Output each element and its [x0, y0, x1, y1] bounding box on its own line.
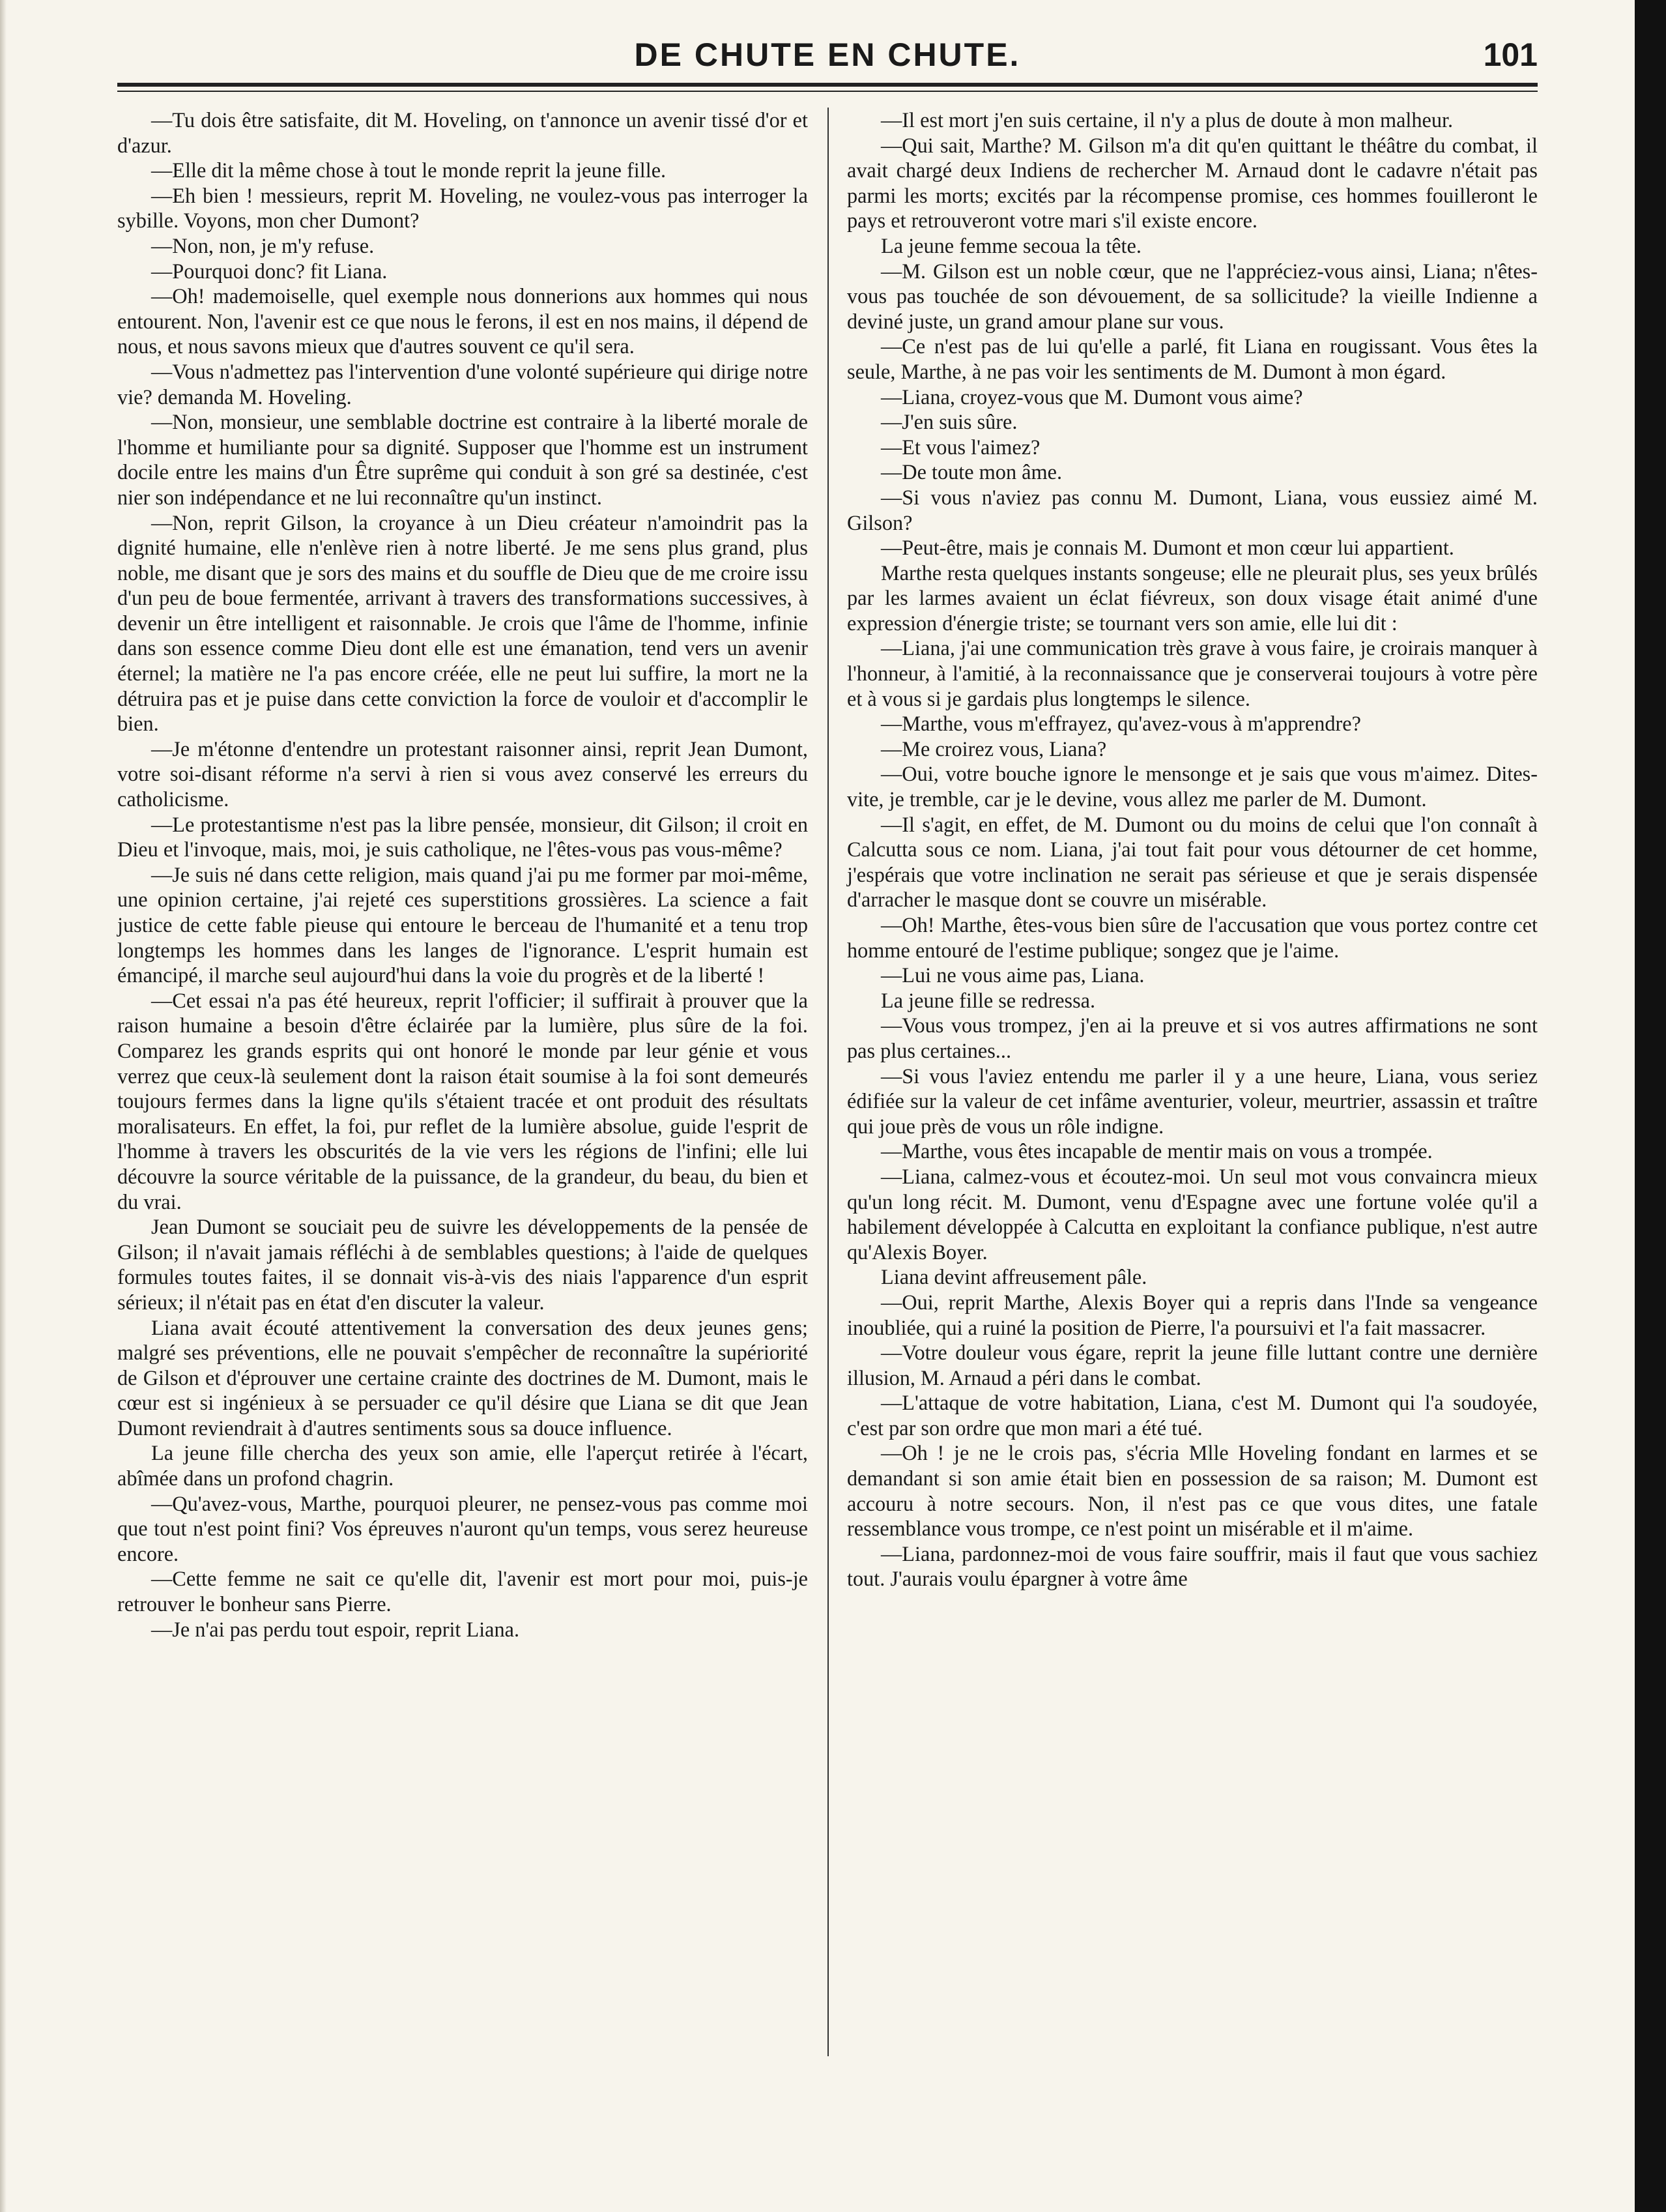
paragraph: —Et vous l'aimez? [881, 435, 1041, 459]
paragraph: Jean Dumont se souciait peu de suivre les développements de la pensée de Gilson; il n'avait jamais réfléchi à de semblables questions; à l'aide de quelques formules toutes faites, il se donnait vis-à-vis des niais l'apparence d'un esprit sérieux; il n'était pas en état d'en discuter la valeur. [117, 1215, 808, 1314]
paragraph: —J'en suis sûre. [881, 410, 1018, 434]
paragraph: —Vous n'admettez pas l'intervention d'une volonté supérieure qui dirige notre vie? demanda M. Hoveling. [117, 359, 808, 409]
right-column [847, 108, 1538, 1592]
paragraph: —Non, reprit Gilson, la croyance à un Dieu créateur n'amoindrit pas la dignité humaine, elle n'enlève rien à notre liberté. Je me sens plus grand, plus noble, me disant que je sors des mains et du souffle de Dieu que de me croire issu d'un peu de boue fermentée, arrivant à travers des transformations successives, à devenir un être intelligent et raisonnable. Je crois que l'âme de l'homme, infinie dans son essence comme Dieu dont elle est une émanation, tend vers un avenir éternel; la matière ne l'a pas encore créée, elle ne peut lui suffire, la mort ne la détruira pas et je puise dans cette conviction la force de vouloir et d'accomplir le bien. [117, 510, 808, 736]
paragraph: —Cette femme ne sait ce qu'elle dit, l'avenir est mort pour moi, puis-je retrouver le bonheur sans Pierre. [117, 1567, 808, 1616]
paragraph: —Le protestantisme n'est pas la libre pensée, monsieur, dit Gilson; il croit en Dieu et l'invoque, mais, moi, je suis catholique, ne l'êtes-vous pas vous-même? [117, 812, 808, 862]
paragraph: —Oui, reprit Marthe, Alexis Boyer qui a repris dans l'Inde sa vengeance inoubliée, qui a ruiné la position de Pierre, l'a poursuivi et l'a fait massacrer. [847, 1290, 1538, 1339]
paragraph: —Cet essai n'a pas été heureux, reprit l'officier; il suffirait à prouver que la raison humaine a besoin d'être éclairée par la lumière, plus sûre de la foi. Comparez les grands esprits qui ont honoré le monde par leur génie et vous verrez que ceux-là seulement dont la raison était soumise à la foi sont demeurés toujours fermes dans la ligne qu'ils s'étaient tracée et ont produit des résultats moralisateurs. En effet, la foi, pur reflet de la lumière absolue, guide l'esprit de l'homme à travers les obscurités de la vie vers les régions de l'infini; elle lui découvre la source véritable de la puissance, de la grandeur, du beau, du bien et du vrai. [117, 988, 808, 1214]
page-spine-shadow [0, 0, 7, 2212]
page [117, 36, 1538, 2187]
paragraph: —Marthe, vous m'effrayez, qu'avez-vous à m'apprendre? [881, 712, 1361, 736]
paragraph: —Liana, croyez-vous que M. Dumont vous aime? [881, 385, 1303, 409]
paragraph: —L'attaque de votre habitation, Liana, c'est M. Dumont qui l'a soudoyée, c'est par son ordre que mon mari a été tué. [847, 1391, 1538, 1440]
paragraph: —De toute mon âme. [881, 460, 1063, 484]
running-title: DE CHUTE EN CHUTE. [634, 36, 1021, 73]
paragraph: —Ce n'est pas de lui qu'elle a parlé, fit Liana en rougissant. Vous êtes la seule, Marthe, à ne pas voir les sentiments de M. Dumont à mon égard. [847, 334, 1538, 383]
paragraph: —Oui, votre bouche ignore le mensonge et je sais que vous m'aimez. Dites-vite, je tremble, car je le devine, vous allez me parler de M. Dumont. [847, 762, 1538, 811]
paragraph: —Si vous l'aviez entendu me parler il y a une heure, Liana, vous seriez édifiée sur la valeur de cet infâme aventurier, voleur, meurtrier, assassin et traître qui joue près de vous un rôle indigne. [847, 1064, 1538, 1138]
paragraph: —Eh bien ! messieurs, reprit M. Hoveling, ne voulez-vous pas interroger la sybille. Voyons, mon cher Dumont? [117, 183, 808, 233]
paragraph: —Si vous n'aviez pas connu M. Dumont, Liana, vous eussiez aimé M. Gilson? [847, 485, 1538, 534]
page-number: 101 [1483, 36, 1538, 73]
paragraph: —Peut-être, mais je connais M. Dumont et mon cœur lui appartient. [881, 536, 1454, 560]
paragraph: —Pourquoi donc? fit Liana. [151, 259, 388, 283]
paragraph: Liana devint affreusement pâle. [881, 1265, 1147, 1289]
paragraph: —Me croirez vous, Liana? [881, 736, 1107, 761]
paragraph: —M. Gilson est un noble cœur, que ne l'appréciez-vous ainsi, Liana; n'êtes-vous pas touchée de son dévouement, de sa sollicitude? la vieille Indienne a deviné juste, un grand amour plane sur vous. [847, 259, 1538, 333]
paragraph: —Liana, calmez-vous et écoutez-moi. Un seul mot vous convaincra mieux qu'un long récit. M. Dumont, venu d'Espagne avec une fortune volée qu'il a habilement développée à Calcutta en exploitant la confiance publique, n'est autre qu'Alexis Boyer. [847, 1164, 1538, 1264]
paragraph: —Non, non, je m'y refuse. [151, 233, 375, 257]
paragraph: La jeune fille se redressa. [881, 988, 1096, 1012]
paragraph: —Qu'avez-vous, Marthe, pourquoi pleurer, ne pensez-vous pas comme moi que tout n'est point fini? Vos épreuves n'auront qu'un temps, vous serez heureuse encore. [117, 1491, 808, 1565]
paragraph: —Elle dit la même chose à tout le monde reprit la jeune fille. [151, 158, 667, 182]
paragraph: —Tu dois être satisfaite, dit M. Hoveling, on t'annonce un avenir tissé d'or et d'azur. [117, 108, 808, 157]
page-edge-dark-border [1635, 0, 1666, 2212]
paragraph: —Liana, j'ai une communication très grave à vous faire, je croirais manquer à l'honneur, à l'amitié, à la reconnaissance que je conserverai toujours à votre père et à vous si je gardais plus longtemps le silence. [847, 636, 1538, 710]
paragraph: La jeune fille chercha des yeux son amie, elle l'aperçut retirée à l'écart, abîmée dans un profond chagrin. [117, 1441, 808, 1491]
running-header [117, 36, 1538, 81]
column-divider [827, 108, 829, 2056]
paragraph: La jeune femme secoua la tête. [881, 233, 1142, 257]
paragraph: —Je n'ai pas perdu tout espoir, reprit Liana. [151, 1617, 520, 1641]
paragraph: —Vous vous trompez, j'en ai la preuve et si vos autres affirmations ne sont pas plus certaines... [847, 1013, 1538, 1062]
paragraph: —Lui ne vous aime pas, Liana. [881, 963, 1145, 987]
left-column [117, 108, 808, 1642]
paragraph: —Votre douleur vous égare, reprit la jeune fille luttant contre une dernière illusion, M. Arnaud a péri dans le combat. [847, 1341, 1538, 1390]
header-rule-thin [117, 91, 1538, 92]
paragraph: —Il est mort j'en suis certaine, il n'y a plus de doute à mon malheur. [881, 108, 1454, 132]
paragraph: —Oh! Marthe, êtes-vous bien sûre de l'accusation que vous portez contre cet homme entouré de l'estime publique; songez que je l'aime. [847, 913, 1538, 962]
paragraph: —Je m'étonne d'entendre un protestant raisonner ainsi, reprit Jean Dumont, votre soi-disant réforme n'a servi à rien si vous avez conservé les erreurs du catholicisme. [117, 736, 808, 811]
paragraph: —Non, monsieur, une semblable doctrine est contraire à la liberté morale de l'homme et humiliante pour sa dignité. Supposer que l'homme est un instrument docile entre les mains d'un Être suprême qui conduit à son gré sa destinée, c'est nier son indépendance et ne lui reconnaître qu'un instinct. [117, 410, 808, 509]
paragraph: —Oh ! je ne le crois pas, s'écria Mlle Hoveling fondant en larmes et se demandant si son amie était bien en possession de sa raison; M. Dumont est accouru à notre secours. Non, il n'est pas ce que vous dites, une fatale ressemblance vous trompe, ce n'est point un misérable et il m'aime. [847, 1441, 1538, 1541]
paragraph: —Marthe, vous êtes incapable de mentir mais on vous a trompée. [881, 1139, 1433, 1163]
paragraph: —Il s'agit, en effet, de M. Dumont ou du moins de celui que l'on connaît à Calcutta sous ce nom. Liana, j'ai tout fait pour vous détourner de cet homme, j'espérais que votre inclination ne serait pas sérieuse et que je serais dispensée d'arracher le masque dont se couvre un misérable. [847, 812, 1538, 912]
paragraph: Marthe resta quelques instants songeuse; elle ne pleurait plus, ses yeux brûlés par les larmes avaient un éclat fiévreux, son doux visage était animé d'une expression d'énergie triste; se tournant vers son amie, elle lui dit : [847, 560, 1538, 635]
text-columns [117, 108, 1538, 2063]
header-rule-thick [117, 83, 1538, 87]
paragraph: Liana avait écouté attentivement la conversation des deux jeunes gens; malgré ses préventions, elle ne pouvait s'empêcher de reconnaître la supériorité de Gilson et d'éprouver une certaine crainte des doctrines de M. Dumont, mais le cœur est si ingénieux à se persuader ce qu'il désire que Liana se dit que Jean Dumont reviendrait à d'autres sentiments sous sa douce influence. [117, 1315, 808, 1440]
paragraph: —Liana, pardonnez-moi de vous faire souffrir, mais il faut que vous sachiez tout. J'aurais voulu épargner à votre âme [847, 1541, 1538, 1591]
paragraph: —Qui sait, Marthe? M. Gilson m'a dit qu'en quittant le théâtre du combat, il avait chargé deux Indiens de rechercher M. Arnaud dont le cadavre n'était pas parmi les morts; excités par la récompense promise, ces hommes fouilleront le pays et retrouveront votre mari s'il existe encore. [847, 133, 1538, 233]
paragraph: —Je suis né dans cette religion, mais quand j'ai pu me former par moi-même, une opinion certaine, j'ai rejeté ces superstitions grossières. La science a fait justice de cette fable pieuse qui entoure le berceau de l'humanité et a tenu trop longtemps les hommes dans les langes de l'ignorance. L'esprit humain est émancipé, il marche seul aujourd'hui dans la voie du progrès et de la liberté ! [117, 862, 808, 987]
paragraph: —Oh! mademoiselle, quel exemple nous donnerions aux hommes qui nous entourent. Non, l'avenir est ce que nous le ferons, il est en nos mains, il dépend de nous, et nous savons mieux que d'autres souvent ce qu'il sera. [117, 284, 808, 358]
